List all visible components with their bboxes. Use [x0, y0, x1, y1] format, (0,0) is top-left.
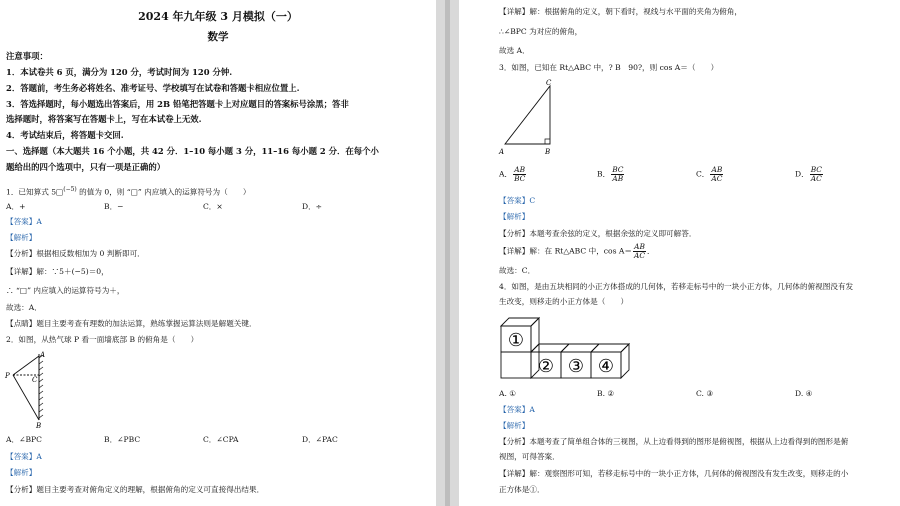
q3-label-b: B [545, 148, 551, 156]
q3-stem: 3．如图，已知在 Rt△ABC 中，? B 90?，则 cos A＝（ ） [499, 63, 719, 72]
q3-label-c: C [546, 79, 552, 87]
q3-detail: 【详解】解：在 Rt△ABC 中，cos A＝ $\frac{AB}{AC}$ ． [499, 242, 655, 260]
q4-option-a: A. ① [499, 389, 517, 398]
q4-option-d: D. ④ [795, 389, 813, 398]
q4-option-c: C. ③ [696, 389, 714, 398]
section-heading-2: 题给出的四个选项中，只有一项是正确的） [6, 162, 166, 172]
q2-answer: 【答案】A [6, 452, 42, 461]
q2-label-c: C [32, 376, 38, 384]
notice-item-3: 3．答选择题时，每小题选出答案后，用 2B 铅笔把答题卡上对应题目的答案标号涂黑；答非 [6, 99, 349, 109]
q4-cube-label-2: ② [537, 356, 555, 377]
q1-fenxi: 【分析】根据相反数相加为 0 判断即可． [6, 249, 145, 258]
notice-item-4: 4．考试结束后，将答题卡交回. [6, 130, 124, 140]
q2-label-b: B [36, 422, 42, 430]
q2-stem: 2．如图，从热气球 P 看一面墙底部 B 的俯角是（ ） [6, 335, 199, 344]
q1-analysis-tag: 【解析】 [6, 233, 37, 242]
q4-detail-1: 【详解】解：观察图形可知，若移走标号中的一块小正方体，几何体的俯视图没有发生改变，则移走的小 [499, 469, 849, 478]
q4-cube-label-4: ④ [597, 356, 615, 377]
q2-option-c: C．∠CPA [203, 435, 239, 444]
q2-therefore: ∴∠BPC 为对应的俯角， [499, 27, 583, 36]
q4-option-b: B. ② [597, 389, 615, 398]
q2-fenxi: 【分析】题目主要考查对俯角定义的理解，根据俯角的定义可直接得出结果． [6, 485, 265, 494]
section-heading-1: 一、选择题（本大题共 16 个小题，共 42 分．1–10 每小题 3 分，11–16 每小题 2 分．在每个小 [6, 146, 379, 156]
notice-heading: 注意事项： [6, 51, 48, 61]
q1-option-a: A．+ [6, 202, 26, 211]
q2-option-d: D．∠PAC [302, 435, 338, 444]
q4-stem-2: 生改变，则移走的小正方体是（ ） [499, 297, 629, 306]
notice-item-2: 2．答题前，考生务必将姓名、准考证号、学校填写在试卷和答题卡相应位置上. [6, 83, 300, 93]
q1-option-b: B．− [104, 202, 124, 211]
q1-option-d: D．÷ [302, 202, 323, 211]
q3-option-d: D． $\frac{BC}{AC}$ [795, 165, 822, 183]
exam-title: 2024 年九年级 3 月模拟（一） [138, 10, 298, 23]
q2-option-a: A．∠BPC [6, 435, 42, 444]
q3-fenxi: 【分析】本题考查余弦的定义，根据余弦的定义即可解答． [499, 229, 697, 238]
q4-cube-label-1: ① [507, 330, 525, 351]
q1-detail: 【详解】解：∵5＋(−5)＝0， [6, 267, 109, 276]
q4-cube-label-3: ③ [567, 356, 585, 377]
q3-label-a: A [499, 148, 505, 156]
notice-item-3-cont: 选择题时，将答案写在答题卡上，写在本试卷上无效. [6, 114, 202, 124]
q4-detail-2: 正方体是①． [499, 485, 545, 494]
q2-label-a: A [40, 351, 46, 359]
subject-title: 数学 [207, 31, 229, 43]
q4-fenxi-2: 视图，可得答案． [499, 452, 560, 461]
q3-analysis-tag: 【解析】 [499, 212, 530, 221]
q2-detail: 【详解】解：根据俯角的定义，朝下看时，视线与水平面的夹角为俯角， [499, 7, 742, 16]
q4-fenxi-1: 【分析】本题考查了简单组合体的三视图，从上边看得到的图形是俯视图，根据从上边看得到的图形是俯 [499, 437, 849, 446]
q1-answer: 【答案】A [6, 217, 42, 226]
q3-figure [495, 76, 565, 158]
q3-answer: 【答案】C [499, 196, 536, 205]
q1-comment: 【点睛】题目主要考查有理数的加法运算，熟练掌握运算法则是解题关键． [6, 319, 257, 328]
notice-item-1: 1．本试卷共 6 页，满分为 120 分，考试时间为 120 分钟. [6, 67, 233, 77]
q1-choose: 故选：A． [6, 303, 42, 312]
q2-analysis-tag: 【解析】 [6, 468, 37, 477]
q2-choose: 故选 A． [499, 46, 530, 55]
q3-option-b: B． $\frac{BC}{AB}$ [597, 165, 624, 183]
q4-stem-1: 4．如图，是由五块相同的小正方体搭成的几何体，若移走标号中的一块小正方体，几何体的俯视图没有发 [499, 282, 854, 291]
left-page [0, 0, 436, 506]
q1-option-c: C．× [203, 202, 223, 211]
q1-therefore: ∴ “□” 内应填入的运算符号为＋， [6, 286, 125, 295]
q2-label-p: P [5, 372, 10, 380]
q4-figure [497, 312, 647, 384]
q3-option-a: A． $\frac{AB}{BC}$ [499, 165, 526, 183]
q3-option-c: C． $\frac{AB}{AC}$ [696, 165, 723, 183]
page-gutter [436, 0, 459, 506]
q1-stem: 1．已知算式 5□$^{(-5)}$ 的值为 0，则 “□” 内应填入的运算符号为（ ） [6, 186, 251, 197]
right-page [459, 0, 900, 506]
q2-option-b: B．∠PBC [104, 435, 141, 444]
q4-answer: 【答案】A [499, 405, 535, 414]
q4-analysis-tag: 【解析】 [499, 421, 530, 430]
q2-figure [0, 348, 80, 430]
q3-choose: 故选：C． [499, 266, 536, 275]
